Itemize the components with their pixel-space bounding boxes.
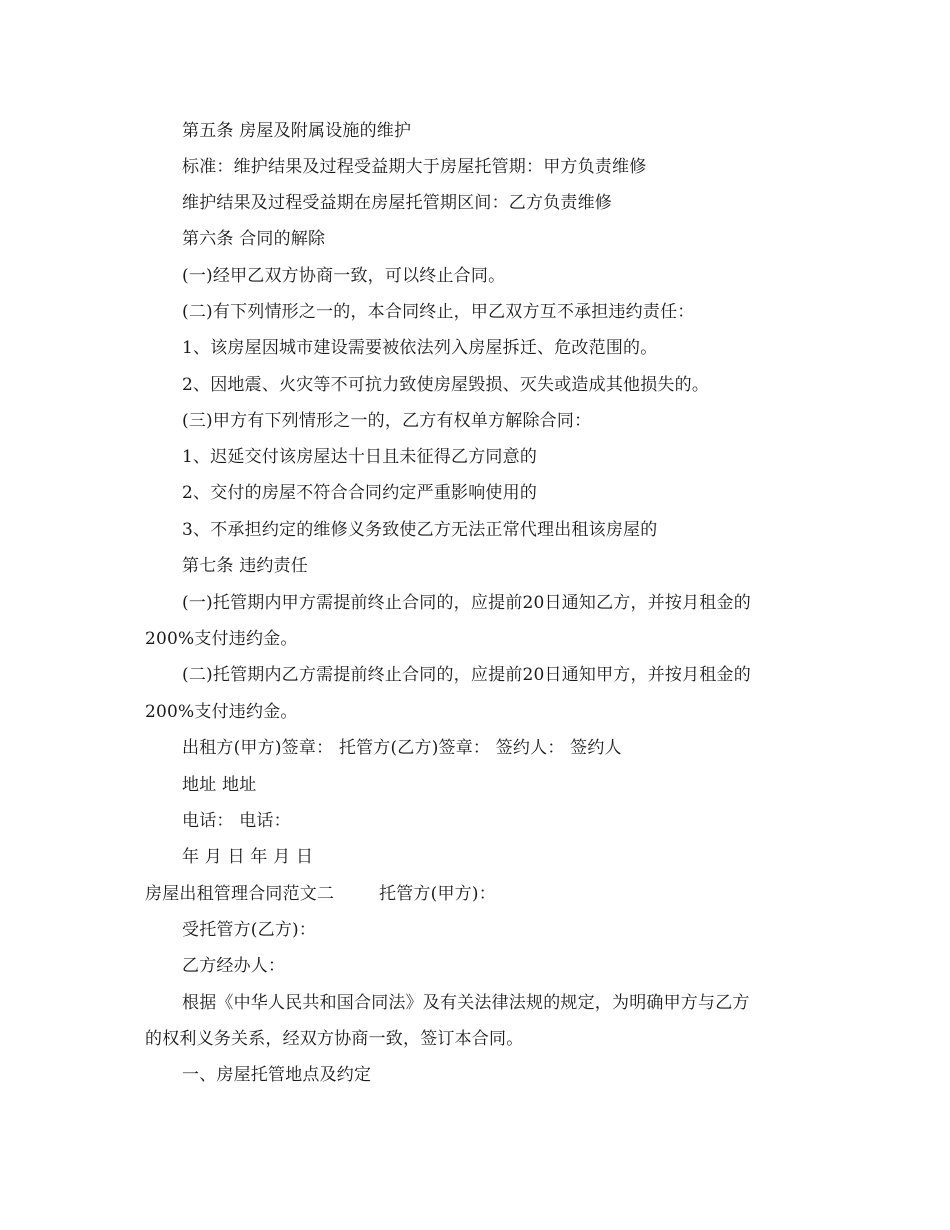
paragraph-line: (三)甲方有下列情形之一的，乙方有权单方解除合同： — [182, 411, 592, 431]
paragraph-line: 维护结果及过程受益期在房屋托管期区间：乙方负责维修 — [182, 193, 612, 213]
date-line: 年 月 日 年 月 日 — [182, 847, 314, 867]
paragraph-line: 1、该房屋因城市建设需要被依法列入房屋拆迁、危改范围的。 — [182, 338, 658, 358]
paragraph-line: 1、迟延交付该房屋达十日且未征得乙方同意的 — [182, 447, 538, 467]
paragraph-line: 200%支付违约金。 — [145, 629, 298, 649]
paragraph-line: 标准：维护结果及过程受益期大于房屋托管期：甲方负责维修 — [182, 157, 647, 177]
address-line: 地址 地址 — [182, 775, 257, 795]
article-5-heading: 第五条 房屋及附属设施的维护 — [182, 121, 412, 141]
agent-line: 乙方经办人： — [182, 956, 286, 976]
signature-line: 出租方(甲方)签章： 托管方(乙方)签章： 签约人： 签约人 — [182, 738, 622, 758]
paragraph-line: (二)托管期内乙方需提前终止合同的，应提前20日通知甲方，并按月租金的 — [182, 665, 751, 685]
paragraph-line: 2、因地震、火灾等不可抗力致使房屋毁损、灭失或造成其他损失的。 — [182, 375, 710, 395]
party-b-line: 受托管方(乙方)： — [182, 920, 317, 940]
paragraph-line: 200%支付违约金。 — [145, 702, 298, 722]
article-6-heading: 第六条 合同的解除 — [182, 229, 326, 249]
paragraph-line: 2、交付的房屋不符合合同约定严重影响使用的 — [182, 483, 538, 503]
paragraph-line: 根据《中华人民共和国合同法》及有关法律法规的规定，为明确甲方与乙方 — [182, 993, 750, 1013]
contract-2-title-line: 房屋出租管理合同范文二 托管方(甲方)： — [145, 884, 496, 904]
article-7-heading: 第七条 违约责任 — [182, 556, 309, 576]
phone-line: 电话： 电话： — [182, 811, 291, 831]
paragraph-line: (一)经甲乙双方协商一致，可以终止合同。 — [182, 266, 506, 286]
section-1-heading: 一、房屋托管地点及约定 — [182, 1065, 372, 1085]
paragraph-line: 3、不承担约定的维修义务致使乙方无法正常代理出租该房屋的 — [182, 520, 658, 540]
paragraph-line: (二)有下列情形之一的，本合同终止，甲乙双方互不承担违约责任： — [182, 302, 695, 322]
paragraph-line: 的权利义务关系，经双方协商一致，签订本合同。 — [145, 1029, 524, 1049]
paragraph-line: (一)托管期内甲方需提前终止合同的，应提前20日通知乙方，并按月租金的 — [182, 593, 751, 613]
